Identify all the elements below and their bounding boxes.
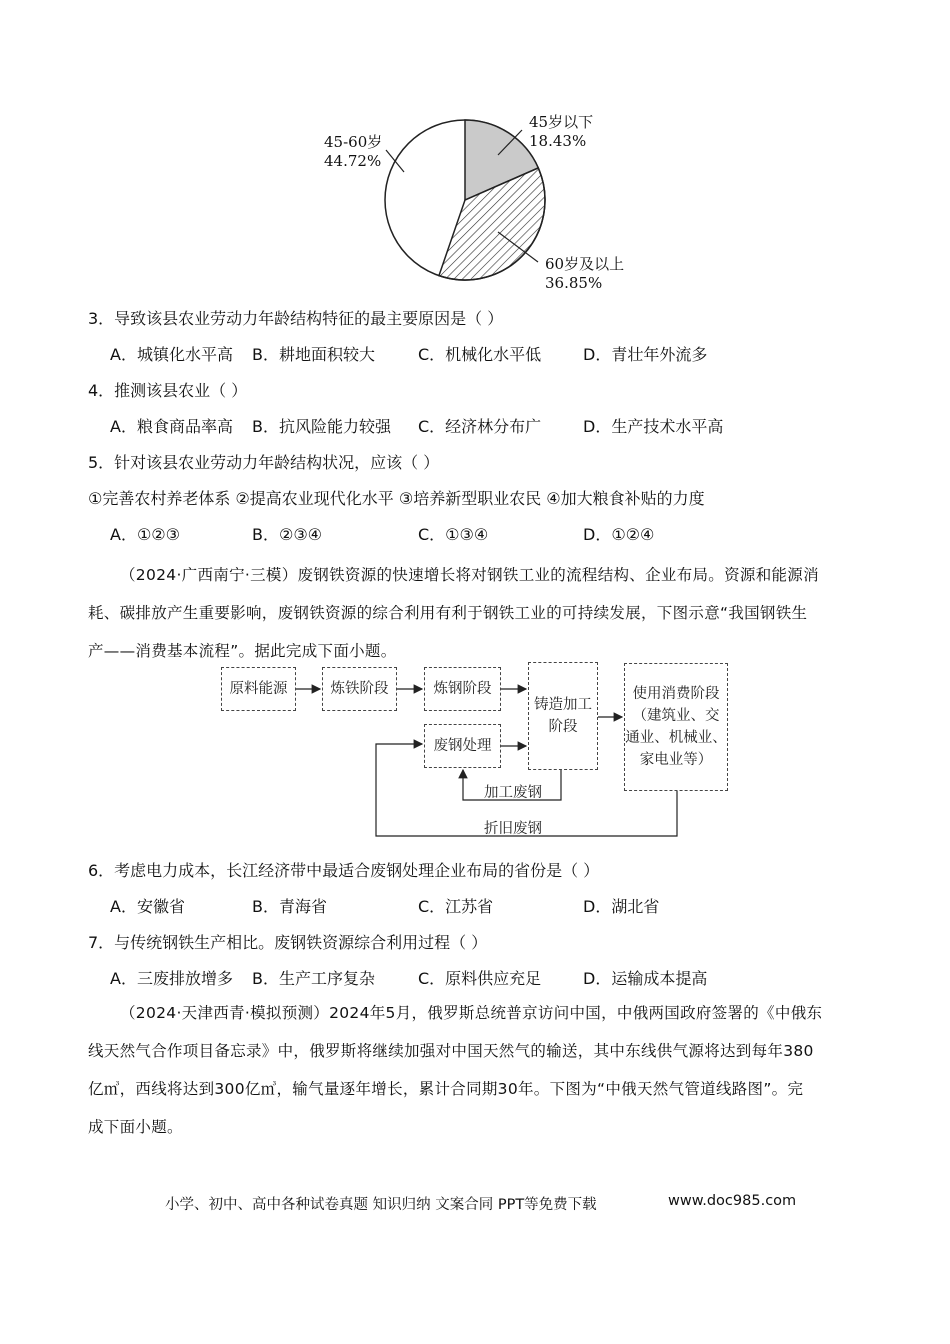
q6-option-d[interactable]: D．湖北省 [583, 897, 660, 916]
pie-label-60-plus: 60岁及以上 36.85% [545, 255, 625, 292]
q7-option-c[interactable]: C．原料供应充足 [418, 969, 542, 988]
question-7-stem: 7．与传统钢铁生产相比。废钢铁资源综合利用过程（ ） [88, 933, 488, 952]
q3-option-d[interactable]: D．青壮年外流多 [583, 345, 708, 364]
footer-link[interactable]: www.doc985.com [668, 1193, 797, 1209]
q3-option-a[interactable]: A．城镇化水平高 [110, 345, 233, 364]
passage-3-line-2: 线天然气合作项目备忘录》中，俄罗斯将继续加强对中国天然气的输送，其中东线供气源将达到每年380 [88, 1042, 814, 1060]
q5-option-c[interactable]: C．①③④ [418, 525, 489, 544]
q6-option-c[interactable]: C．江苏省 [418, 897, 494, 916]
q5-option-a[interactable]: A．①②③ [110, 525, 180, 544]
flow-box-steelmaking: 炼钢阶段 [424, 667, 501, 711]
passage-3-line-4: 成下面小题。 [88, 1118, 183, 1136]
passage-3-line-1: （2024·天津西青·模拟预测）2024年5月，俄罗斯总统普京访问中国，中俄两国政府签署的《中俄东 [120, 1004, 823, 1022]
passage-2-line-2: 耗、碳排放产生重要影响，废钢铁资源的综合利用有利于钢铁工业的可持续发展，下图示意“我国钢铁生 [88, 604, 808, 622]
q6-option-a[interactable]: A．安徽省 [110, 897, 185, 916]
q3-option-c[interactable]: C．机械化水平低 [418, 345, 542, 364]
pie-label-45-60: 45-60岁 44.72% [324, 133, 383, 170]
footer-text: 小学、初中、高中各种试卷真题 知识归纳 文案合同 PPT等免费下载 [165, 1197, 597, 1213]
q4-option-c[interactable]: C．经济林分布广 [418, 417, 542, 436]
flow-box-ironmaking: 炼铁阶段 [322, 667, 397, 711]
flow-label-old-scrap: 折旧废钢 [484, 821, 542, 837]
question-6-stem: 6．考虑电力成本，长江经济带中最适合废钢处理企业布局的省份是（ ） [88, 861, 600, 880]
flow-arrows [0, 650, 950, 850]
question-5-stem: 5．针对该县农业劳动力年龄结构状况，应该（ ） [88, 453, 440, 472]
question-3-stem: 3．导致该县农业劳动力年龄结构特征的最主要原因是（ ） [88, 309, 504, 328]
flow-label-processing-scrap: 加工废钢 [484, 785, 542, 801]
q4-option-b[interactable]: B．抗风险能力较强 [252, 417, 391, 436]
flow-box-scrap-processing: 废钢处理 [424, 724, 501, 768]
flow-box-consumption: 使用消费阶段 （建筑业、交 通业、机械业、 家电业等） [624, 663, 728, 791]
flow-box-casting: 铸造加工 阶段 [528, 662, 598, 770]
q5-option-b[interactable]: B．②③④ [252, 525, 323, 544]
q3-option-b[interactable]: B．耕地面积较大 [252, 345, 375, 364]
q4-option-d[interactable]: D．生产技术水平高 [583, 417, 724, 436]
q7-option-b[interactable]: B．生产工序复杂 [252, 969, 375, 988]
pie-label-under-45: 45岁以下 18.43% [529, 113, 594, 150]
q4-option-a[interactable]: A．粮食商品率高 [110, 417, 233, 436]
question-5-statements: ①完善农村养老体系 ②提高农业现代化水平 ③培养新型职业农民 ④加大粮食补贴的力度 [88, 489, 705, 508]
passage-3-line-3: 亿㎥，西线将达到300亿㎥，输气量逐年增长，累计合同期30年。下图为“中俄天然气管道线路图”。完 [88, 1080, 804, 1098]
passage-2-line-1: （2024·广西南宁·三模）废钢铁资源的快速增长将对钢铁工业的流程结构、企业布局。资源和能源消 [120, 566, 819, 584]
question-4-stem: 4．推测该县农业（ ） [88, 381, 248, 400]
passage-2-line-3: 产——消费基本流程”。据此完成下面小题。 [88, 642, 397, 660]
q6-option-b[interactable]: B．青海省 [252, 897, 327, 916]
q5-option-d[interactable]: D．①②④ [583, 525, 655, 544]
q7-option-a[interactable]: A．三废排放增多 [110, 969, 233, 988]
flow-box-raw-materials: 原料能源 [221, 667, 296, 711]
q7-option-d[interactable]: D．运输成本提高 [583, 969, 708, 988]
